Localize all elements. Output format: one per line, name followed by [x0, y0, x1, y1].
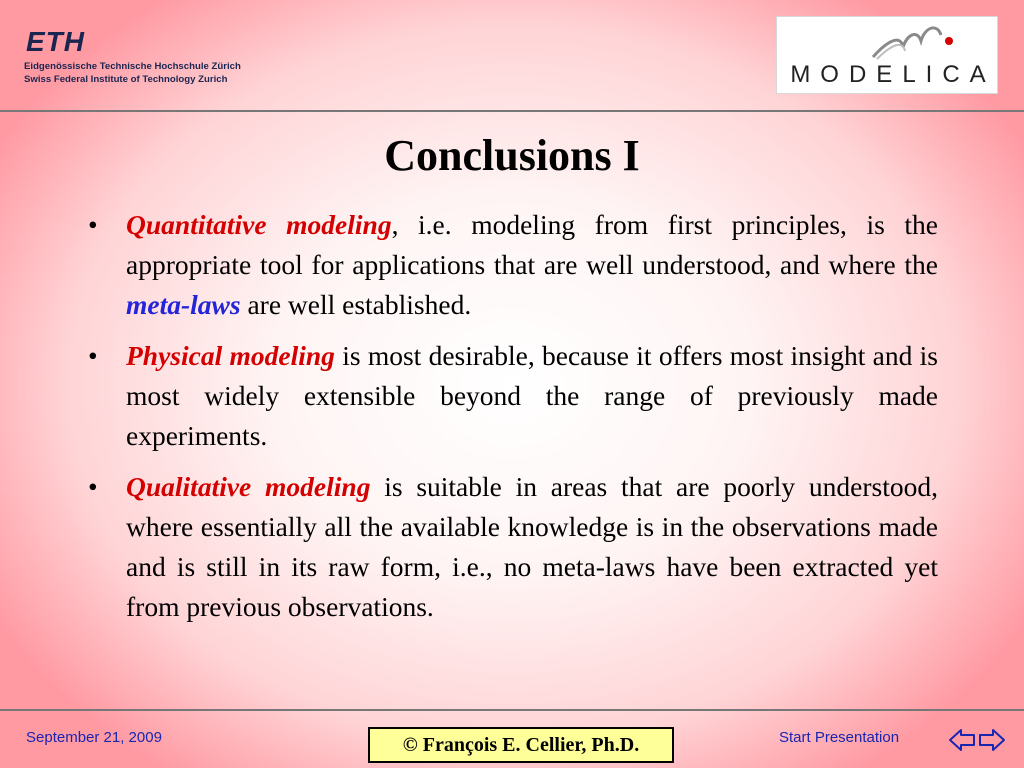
- bullet-dot: •: [88, 340, 98, 371]
- term-qualitative-modeling: Qualitative modeling: [126, 471, 371, 502]
- slide-title: Conclusions I: [384, 131, 640, 180]
- right-arrow-icon[interactable]: [978, 726, 1006, 754]
- bullet-list: [86, 205, 938, 638]
- bullet-text: is most desirable, because it offers most insight and is most widely extensible beyond the range of previously made experiments.: [126, 340, 938, 451]
- bullet-text: are well established.: [240, 289, 472, 320]
- term-meta-laws: meta-laws: [126, 289, 241, 320]
- eth-name-german: Eidgenössische Technische Hochschule Zürich: [24, 61, 241, 72]
- footer-date: September 21, 2009: [26, 729, 162, 746]
- modelica-wordmark: MODELICA: [790, 61, 996, 88]
- term-quantitative-modeling: Quantitative modeling: [126, 209, 392, 240]
- bullet-dot: •: [88, 209, 98, 240]
- header-divider: [0, 110, 1024, 112]
- author-credit-box: [368, 727, 674, 763]
- footer-divider: [0, 709, 1024, 711]
- bullet-text: is suitable in areas that are poorly understood, where essentially all the available knowledge is in the observations made and is still in its raw form, i.e., no meta-laws have been extracted yet from previous observations.: [126, 471, 938, 622]
- bullet-qualitative-modeling: [86, 467, 938, 627]
- start-presentation-link[interactable]: Start Presentation: [779, 729, 900, 746]
- author-credit: © François E. Cellier, Ph.D.: [402, 733, 640, 756]
- eth-logo: [24, 28, 274, 98]
- modelica-logo: [776, 16, 998, 94]
- eth-logo-mark: ETH: [26, 26, 85, 57]
- left-arrow-icon[interactable]: [948, 726, 976, 754]
- eth-name-english: Swiss Federal Institute of Technology Zurich: [24, 74, 228, 85]
- bullet-quantitative-modeling: [86, 205, 938, 325]
- bullet-dot: •: [88, 471, 98, 502]
- bullet-physical-modeling: [86, 336, 938, 456]
- bullet-text: , i.e. modeling from first principles, is the appropriate tool for applications that are well understood, and where the: [126, 209, 939, 280]
- navigation-arrows: [948, 726, 1006, 754]
- term-physical-modeling: Physical modeling: [126, 340, 335, 371]
